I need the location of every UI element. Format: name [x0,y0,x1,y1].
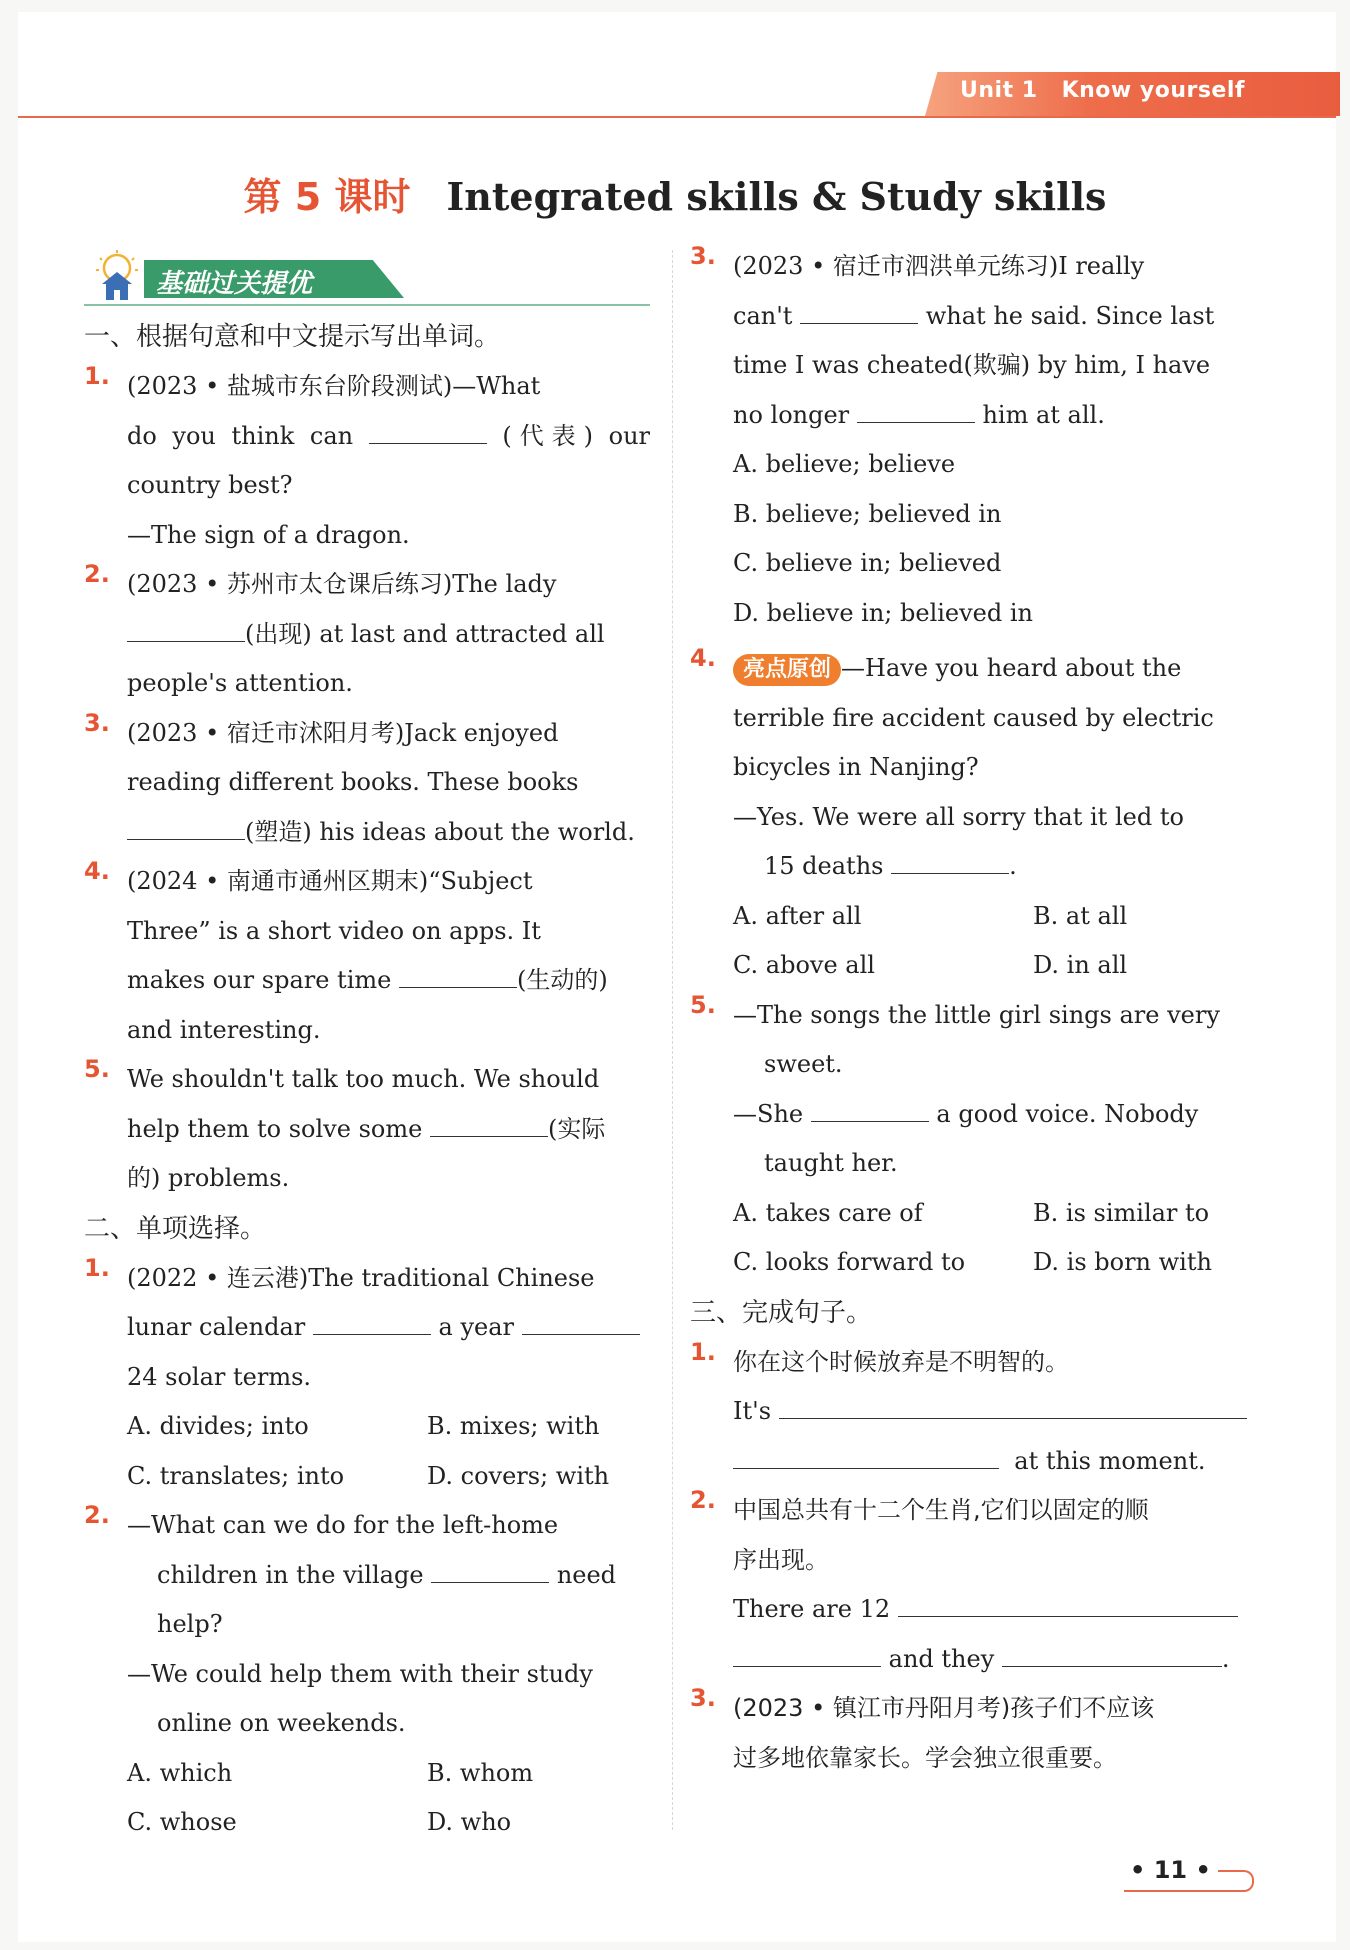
option-a[interactable]: A. believe; believe [733,450,956,478]
question-text-line [84,610,650,660]
question-text: online on weekends. [157,1709,406,1737]
lesson-name: Integrated skills & Study skills [446,174,1107,219]
page-number-rule [1124,1890,1228,1892]
s3-question-1 [690,1338,1260,1487]
option-c[interactable]: C. whose [127,1808,237,1836]
text-segment: —She [733,1099,804,1128]
section1-heading: 一、根据句意和中文提示写出单词。 [84,322,501,352]
column-divider [672,250,673,1830]
option-b[interactable]: B. is similar to [1033,1198,1210,1227]
answer-blank[interactable] [891,851,1009,874]
question-text: terrible fire accident caused by electric [733,703,1214,732]
option-d[interactable]: D. in all [1033,951,1128,979]
s1-question-1 [84,362,650,560]
s3-question-3 [690,1684,1260,1783]
lesson-number: 第 5 课时 [243,175,411,219]
unit-topic: Know yourself [1061,78,1245,103]
question-text: —The sign of a dragon. [127,520,410,549]
question-text: help? [157,1610,223,1638]
answer-blank[interactable] [369,421,487,444]
unit-header [960,78,1269,103]
question-number: 3. [690,242,716,270]
text-segment: and they [888,1644,995,1673]
options-row [690,941,1260,991]
text-segment: help them to solve some [127,1114,423,1143]
answer-line [690,1585,1260,1635]
option-c[interactable]: C. looks forward to [733,1248,966,1276]
answer-blank[interactable] [733,1644,881,1667]
answer-blank[interactable] [127,817,245,840]
question-number: 4. [84,857,110,885]
question-text: —Yes. We were all sorry that it led to [733,802,1184,831]
page-number: • 11 • [1130,1856,1211,1884]
options-row [84,1749,650,1799]
question-number: 3. [690,1684,716,1712]
text-segment: lunar calendar [127,1313,306,1341]
text-segment: (实际 [547,1114,606,1143]
question-number: 1. [84,1253,110,1282]
text-segment: no longer [733,400,850,429]
answer-blank[interactable] [733,1446,999,1469]
page-title [0,166,1350,221]
options-row [690,1189,1260,1239]
unit-label: Unit 1 [960,78,1038,103]
question-number: 2. [84,1501,110,1529]
chinese-prompt: 你在这个时候放弃是不明智的。 [733,1347,1069,1376]
text-segment: makes our spare time [127,966,392,994]
section3-heading: 三、完成句子。 [690,1297,873,1328]
question-text: time I was cheated(欺骗) by him, I have [733,351,1211,379]
question-text-line [690,391,1260,441]
text-segment: what he said. Since last [925,301,1215,330]
answer-blank[interactable] [857,400,975,423]
text-segment: can't [733,301,793,330]
answer-blank[interactable] [1002,1644,1222,1667]
answer-blank[interactable] [779,1396,1247,1419]
question-text: people's attention. [127,669,353,697]
options-row [84,1452,650,1502]
option-a[interactable]: A. after all [733,901,862,930]
option-c[interactable]: C. above all [733,951,875,979]
section2-heading: 二、单项选择。 [84,1213,267,1244]
page-number-arc [1218,1870,1254,1892]
question-text-line [690,1090,1260,1140]
question-text: sweet. [764,1050,843,1078]
s2-question-3 [690,242,1260,638]
question-text: (2023 • 苏州市太仓课后练习)The lady [127,570,557,598]
answer-blank[interactable] [431,1560,549,1583]
answer-line [690,1387,1260,1437]
options-row [690,1238,1260,1288]
s3-question-2 [690,1486,1260,1684]
question-text: 的) problems. [127,1164,290,1192]
s1-question-5 [84,1055,650,1204]
house-bulb-icon [92,250,142,302]
question-text-line [84,808,650,858]
s1-question-2 [84,560,650,709]
question-text-line [690,842,1260,892]
answer-blank[interactable] [522,1312,640,1335]
chinese-prompt: 过多地依靠家长。学会独立很重要。 [733,1743,1117,1772]
question-number: 5. [84,1055,110,1083]
text-segment: do you think can [127,421,354,450]
question-text: —We could help them with their study [127,1659,593,1688]
question-text-line [690,644,1260,694]
option-a[interactable]: A. takes care of [733,1198,923,1227]
text-segment: . [1221,1644,1230,1673]
option-d[interactable]: D. is born with [1033,1248,1212,1276]
question-text: (2023 • 宿迁市沭阳月考)Jack enjoyed [127,718,559,747]
question-text: —What can we do for the left-home [127,1511,559,1539]
question-text: (2022 • 连云港)The traditional Chinese [127,1263,595,1292]
text-segment: 15 deaths [764,852,884,880]
s1-question-4 [84,857,650,1055]
chinese-prompt: 中国总共有十二个生肖,它们以固定的顺 [733,1496,1149,1524]
text-segment: (出现) at last and attracted all [245,619,605,648]
question-text: bicycles in Nanjing? [733,753,979,781]
question-text-line [84,1551,650,1601]
answer-blank[interactable] [800,301,918,324]
question-text: taught her. [764,1149,898,1177]
options-row [690,892,1260,942]
question-text: and interesting. [127,1015,321,1044]
question-text: We shouldn't talk too much. We should [127,1065,600,1093]
question-text-line [84,956,650,1006]
question-number: 2. [84,560,110,588]
option-d[interactable]: D. who [427,1808,512,1836]
question-text: —The songs the little girl sings are very [733,1000,1220,1029]
text-segment: (代表) our [502,421,651,450]
option-b[interactable]: B. believe; believed in [733,499,1002,528]
question-number: 1. [690,1337,716,1366]
answer-blank[interactable] [430,1114,548,1137]
s2-question-5 [690,991,1260,1288]
text-segment: (塑造) his ideas about the world. [245,817,635,846]
question-text: Three” is a short video on apps. It [127,916,541,945]
option-d[interactable]: D. covers; with [427,1461,610,1490]
text-segment: a good voice. Nobody [936,1099,1199,1128]
s1-question-3 [84,709,650,858]
option-b[interactable]: B. whom [427,1758,534,1787]
question-number: 4. [690,644,716,672]
question-text-line [84,1105,650,1155]
question-text: (2024 • 南通市通州区期末)“Subject [127,867,533,895]
s2-question-1 [84,1254,650,1502]
question-text-line [84,1303,650,1353]
question-text: (2023 • 盐城市东台阶段测试)—What [127,372,541,400]
chinese-prompt: 序出现。 [733,1545,829,1574]
question-text: (2023 • 宿迁市泗洪单元练习)I really [733,252,1145,280]
text-segment: There are 12 [733,1595,891,1623]
original-badge: 亮点原创 [733,654,841,686]
header-rule [18,116,1336,118]
answer-line [690,1437,1260,1487]
option-c[interactable]: C. translates; into [127,1461,345,1490]
s2-question-2 [84,1501,650,1848]
answer-blank[interactable] [399,965,517,988]
chinese-prompt: (2023 • 镇江市丹阳月考)孩子们不应该 [733,1694,1155,1722]
banner-label: 基础过关提优 [156,269,313,299]
text-segment: at this moment. [1014,1446,1206,1475]
section-banner [84,250,650,306]
text-segment: . [1009,852,1017,880]
question-text-line [84,412,650,462]
answer-blank[interactable] [898,1594,1238,1617]
left-column [84,250,650,1848]
answer-blank[interactable] [127,619,245,642]
question-text: 24 solar terms. [127,1362,312,1391]
text-segment: children in the village [157,1560,424,1589]
text-segment: him at all. [982,400,1105,429]
question-text: reading different books. These books [127,768,579,796]
s2-question-4 [690,644,1260,991]
text-segment: (生动的) [516,966,608,994]
question-number: 1. [84,362,110,390]
option-d[interactable]: D. believe in; believed in [733,598,1034,627]
answer-blank[interactable] [811,1099,929,1122]
banner-rule [84,304,650,306]
text-segment: a year [438,1313,514,1341]
text-segment: need [556,1560,617,1589]
text-segment: —Have you heard about the [841,654,1182,682]
options-row [84,1798,650,1848]
question-text-line [690,292,1260,342]
right-column [690,242,1260,1783]
question-text: country best? [127,471,293,499]
option-b[interactable]: B. mixes; with [427,1412,600,1440]
question-number: 3. [84,708,110,737]
options-row [84,1402,650,1452]
option-c[interactable]: C. believe in; believed [733,549,1002,577]
answer-line [690,1635,1260,1685]
answer-blank[interactable] [313,1312,431,1335]
question-number: 2. [690,1486,716,1514]
text-segment: It's [733,1397,772,1425]
option-a[interactable]: A. which [127,1758,233,1787]
question-number: 5. [690,990,716,1019]
option-b[interactable]: B. at all [1033,901,1128,930]
option-a[interactable]: A. divides; into [127,1412,309,1440]
